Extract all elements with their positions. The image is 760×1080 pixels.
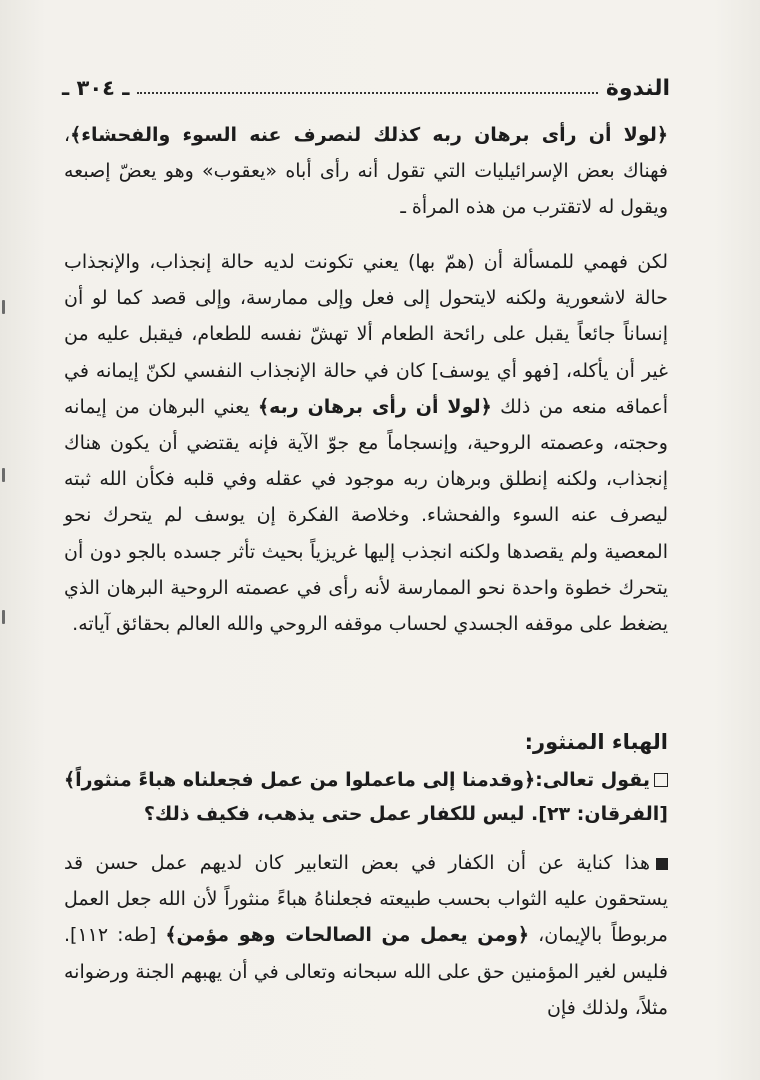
paragraph-2 [64,244,668,642]
question-box-icon [654,773,668,787]
answer-square-icon [656,858,668,870]
question [64,763,668,831]
quran-verse: ﴿وقدمنا إلى ماعملوا من عمل فجعلناه هباءً منثوراً﴾ [64,769,536,791]
page-header [62,72,670,104]
answer-paragraph [64,845,668,1026]
spine-mark [2,610,5,624]
question-prefix: يقول تعالى: [535,769,650,791]
question-reference: [الفرقان: ٢٣]. ليس للكفار عمل حتى يذهب، فكيف ذلك؟ [143,803,668,825]
spine-mark [2,468,5,482]
spine-mark [2,300,5,314]
section-heading: الهباء المنثور: [524,730,668,754]
quran-verse: ﴿ومن يعمل من الصالحات وهو مؤمن﴾ [165,924,530,947]
paragraph-text: يعني البرهان من إيمانه وحجته، وعصمته الروحية، وإنسجاماً مع جوّ الآية فإنه يقتضي أن يكون هناك إنجذاب، ولكنه إنطلق وبرهان ربه موجود في عقله وفي قلبه فكأن الله ثبته ليصرف عنه السوء والفحشاء. وخلاصة الفكرة إن يوسف لم يتحرك نحو المعصية ولم يقصدها ولكنه انجذب إليها غريزياً بحيث تأثر جسده بالجو دون أن يتحرك خطوة واحدة نحو الممارسة لأنه رأى في عصمته الروحية البرهان الذي يضغط على موقفه الجسدي لحساب موقفه الروحي والله العالم بحقائق آياته. [64,395,668,636]
page-number: ـ ٣٠٤ ـ [62,76,130,100]
paragraph-text: لكن فهمي للمسألة أن (همّ بها) يعني تكونت لديه حالة إنجذاب، والإنجذاب حالة لاشعورية ولكنه لايتحول إلى فعل وإلى ممارسة، وإلى قصد كما لو أن إنساناً جائعاً يقبل على رائحة الطعام ألا تهشّ نفسه للطعام، فيقبل عليه من غير أن يأكله، [فهو أي يوسف] كان في حالة الإنجذاب النفسي لكنّ إيمانه في أعماقه منعه من ذلك [64,251,668,418]
quran-verse: ﴿لولا أن رأى برهان ربه﴾ [257,395,492,418]
running-title: الندوة [605,75,670,101]
header-dotted-leader [137,92,597,94]
paragraph-1 [64,117,668,226]
paragraph-text: [طه: ١١٢]. فليس لغير المؤمنين حق على الله سبحانه وتعالى في أن يهبهم الجنة ورضوانه مثلاً، ولذلك فإن [64,924,668,1019]
paragraph-text: هذا كناية عن أن الكفار في بعض التعابير كان لديهم عمل حسن قد يستحقون عليه الثواب بحسب طبيعته فجعلناهُ هباءً منثوراً لأن الله جعل العمل مربوطاً بالإيمان، [64,852,668,947]
paragraph-text: ، فهناك بعض الإسرائيليات التي تقول أنه رأى أباه «يعقوب» وهو يعضّ إصبعه ويقول له لاتقترب من هذه المرأة ـ [64,124,668,219]
quran-verse: ﴿لولا أن رأى برهان ربه كذلك لنصرف عنه السوء والفحشاء﴾ [70,124,668,146]
